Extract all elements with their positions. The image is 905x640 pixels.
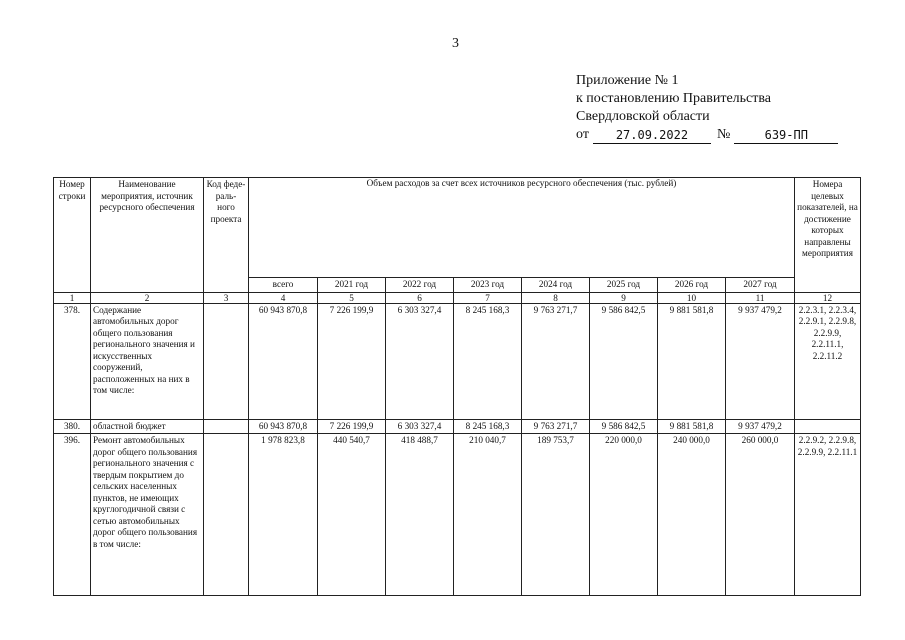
expenditure-table [53,177,861,596]
decree-number: 639-ПП [734,128,838,144]
col-number: 6 [386,292,454,303]
col-number: 8 [522,292,590,303]
row-value: 1 978 823,8 [249,434,318,596]
header-row-number: Номер строки [54,178,91,293]
row-value: 9 937 479,2 [726,419,795,434]
header-year: 2023 год [454,278,522,293]
appendix-line-2: к постановлению Правительства [576,91,772,106]
from-label: от [576,127,589,142]
col-number: 10 [658,292,726,303]
appendix-line-3: Свердловской области [576,109,710,124]
row-value: 9 937 479,2 [726,303,795,419]
header-year: 2026 год [658,278,726,293]
row-value: 418 488,7 [386,434,454,596]
header-indicators: Номера целевых показателей, на достижение которых направлены мероприятия [795,178,861,293]
row-name: Ремонт автомобильных дорог общего пользования регионального значения с твердым покрытием до сельских населенных пунктов, не имеющих круглогодичной связи с сетью автомобильных дорог общего пользования в том числе: [91,434,204,596]
row-value: 7 226 199,9 [318,419,386,434]
col-number: 2 [91,292,204,303]
row-value: 440 540,7 [318,434,386,596]
col-number: 12 [795,292,861,303]
col-number: 4 [249,292,318,303]
row-value: 60 943 870,8 [249,303,318,419]
header-year: всего [249,278,318,293]
row-value: 9 586 842,5 [590,419,658,434]
header-year: 2027 год [726,278,795,293]
row-number: 396. [54,434,91,596]
table-row [54,303,861,419]
row-value: 6 303 327,4 [386,419,454,434]
page-number: 3 [452,36,459,51]
col-number: 3 [204,292,249,303]
row-name: Содержание автомобильных дорог общего пользования регионального значения и искусственных сооружений, расположенных на них в том числе: [91,303,204,419]
row-value: 60 943 870,8 [249,419,318,434]
row-code [204,434,249,596]
header-name: Наименование мероприятия, источник ресурсного обеспечения [91,178,204,293]
appendix-title: Приложение № 1 [576,73,679,88]
col-number: 11 [726,292,795,303]
row-name: областной бюджет [91,419,204,434]
row-indicators [795,419,861,434]
table-row [54,419,861,434]
decree-date: 27.09.2022 [593,128,711,144]
row-code [204,303,249,419]
row-value: 6 303 327,4 [386,303,454,419]
row-value: 7 226 199,9 [318,303,386,419]
header-year: 2024 год [522,278,590,293]
table-row [54,434,861,596]
header-volume: Объем расходов за счет всех источников ресурсного обеспечения (тыс. рублей) [249,178,795,278]
col-number: 1 [54,292,91,303]
row-value: 8 245 168,3 [454,303,522,419]
row-indicators: 2.2.3.1, 2.2.3.4, 2.2.9.1, 2.2.9.8, 2.2.9.9, 2.2.11.1, 2.2.11.2 [795,303,861,419]
row-value: 210 040,7 [454,434,522,596]
row-value: 260 000,0 [726,434,795,596]
row-value: 240 000,0 [658,434,726,596]
row-number: 380. [54,419,91,434]
row-value: 9 763 271,7 [522,303,590,419]
row-indicators: 2.2.9.2, 2.2.9.8, 2.2.9.9, 2.2.11.1 [795,434,861,596]
row-value: 9 763 271,7 [522,419,590,434]
col-number: 7 [454,292,522,303]
row-value: 189 753,7 [522,434,590,596]
col-number: 9 [590,292,658,303]
col-number: 5 [318,292,386,303]
header-year: 2022 год [386,278,454,293]
row-value: 8 245 168,3 [454,419,522,434]
appendix-header [576,72,838,144]
appendix-date-line [576,126,838,144]
row-value: 9 881 581,8 [658,419,726,434]
column-numbers-row [54,292,861,303]
row-value: 220 000,0 [590,434,658,596]
row-value: 9 881 581,8 [658,303,726,419]
row-value: 9 586 842,5 [590,303,658,419]
header-year: 2021 год [318,278,386,293]
row-number: 378. [54,303,91,419]
number-label: № [716,127,731,142]
row-code [204,419,249,434]
header-year: 2025 год [590,278,658,293]
header-fed-code: Код феде- раль- ного проекта [204,178,249,293]
